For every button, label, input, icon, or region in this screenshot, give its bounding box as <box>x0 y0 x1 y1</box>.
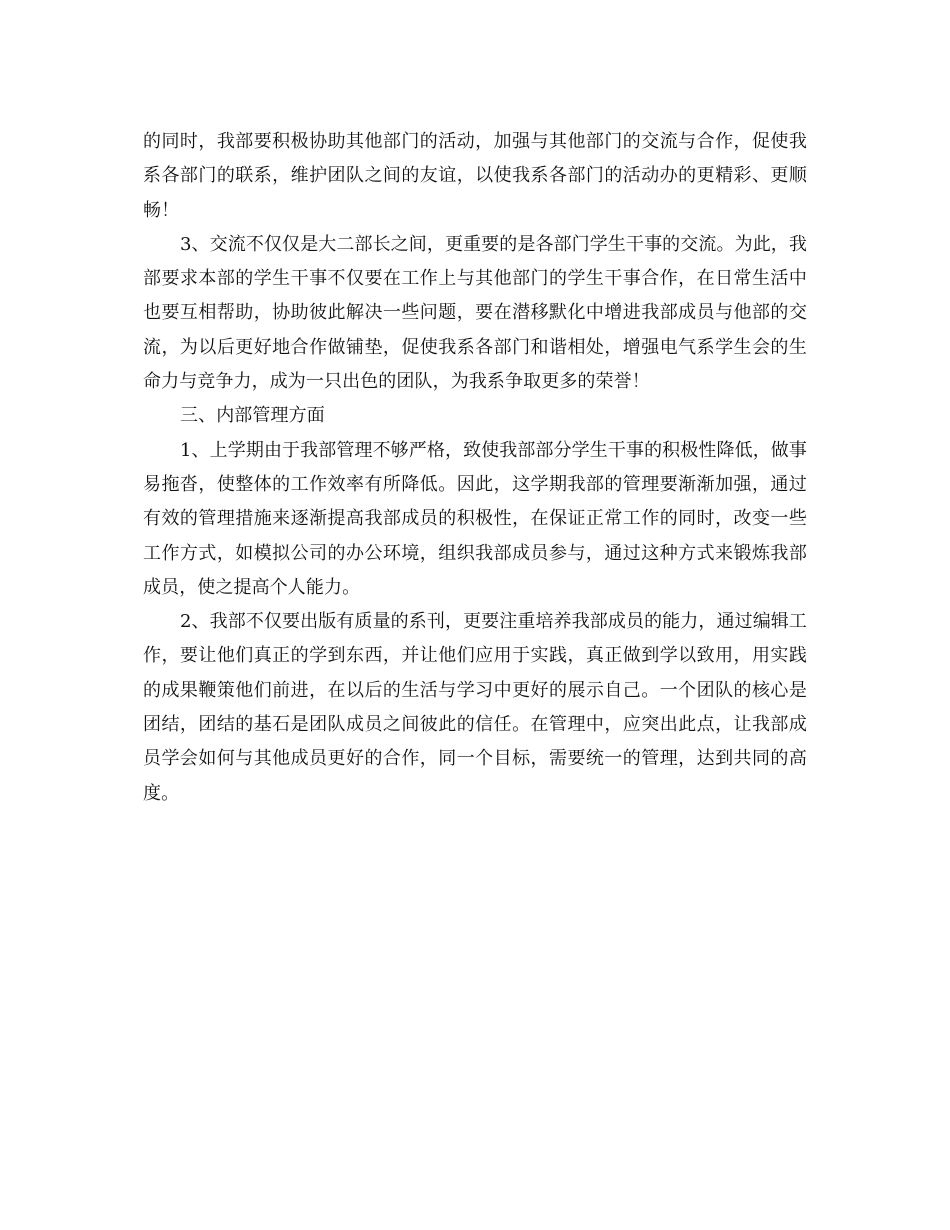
paragraph-point-1: 1、上学期由于我部管理不够严格，致使我部部分学生干事的积极性降低，做事易拖沓，使整体的工作效率有所降低。因此，这学期我部的管理要渐渐加强，通过有效的管理措施来逐渐提高我部成员的积极性，在保证正常工作的同时，改变一些工作方式，如模拟公司的办公环境，组织我部成员参与，通过这种方式来锻炼我部成员，使之提高个人能力。 <box>143 439 807 598</box>
paragraph-continuation: 的同时，我部要积极协助其他部门的活动，加强与其他部门的交流与合作，促使我系各部门的联系，维护团队之间的友谊，以使我系各部门的活动办的更精彩、更顺畅！ <box>143 131 807 221</box>
section-heading-internal-management: 三、内部管理方面 <box>180 405 325 427</box>
paragraph-point-3: 3、交流不仅仅是大二部长之间，更重要的是各部门学生干事的交流。为此，我部要求本部的学生干事不仅要在工作上与其他部门的学生干事合作，在日常生活中也要互相帮助，协助彼此解决一些问题，要在潜移默化中增进我部成员与他部的交流，为以后更好地合作做铺垫，促使我系各部门和谐相处，增强电气系学生会的生命力与竞争力，成为一只出色的团队，为我系争取更多的荣誉！ <box>143 233 807 393</box>
document-body <box>143 125 807 811</box>
paragraph-point-2: 2、我部不仅要出版有质量的系刊，更要注重培养我部成员的能力，通过编辑工作，要让他们真正的学到东西，并让他们应用于实践，真正做到学以致用，用实践的成果鞭策他们前进，在以后的生活与学习中更好的展示自己。一个团队的核心是团结，团结的基石是团队成员之间彼此的信任。在管理中，应突出此点，让我部成员学会如何与其他成员更好的合作，同一个目标，需要统一的管理，达到共同的高度。 <box>143 611 807 804</box>
